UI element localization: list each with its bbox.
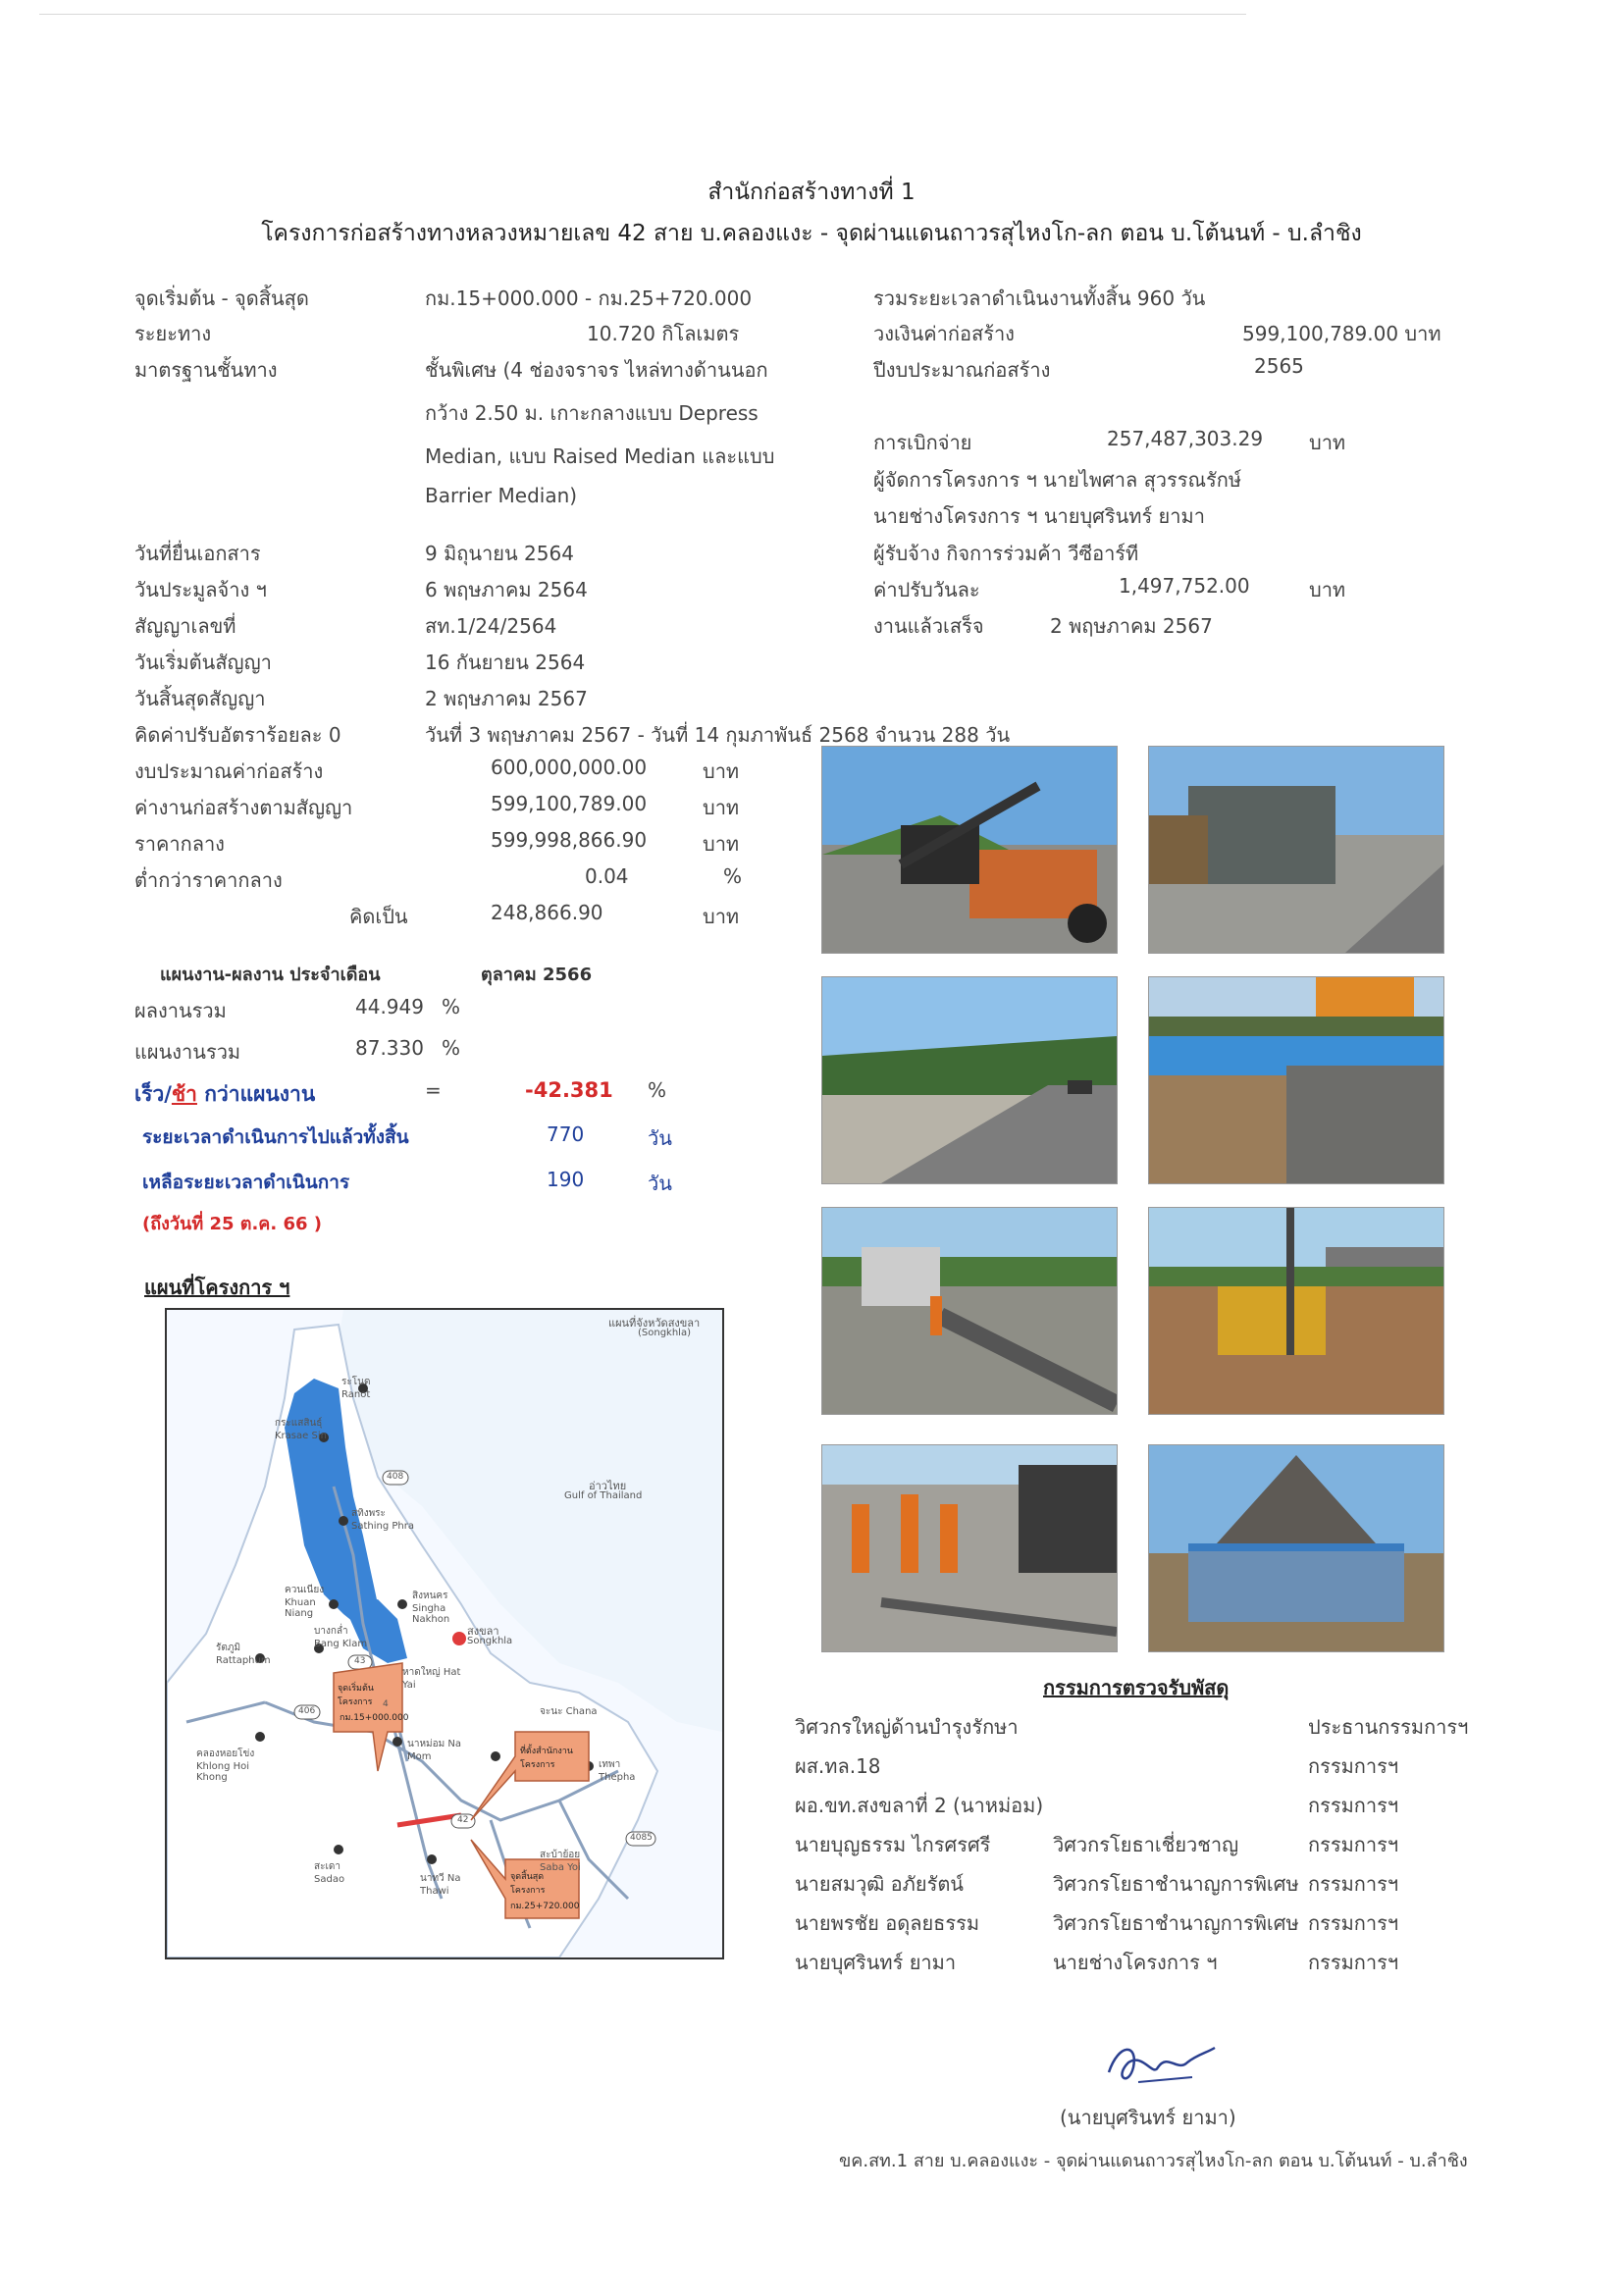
budget-value: 600,000,000.00 <box>491 756 648 779</box>
committee-member-name: ผส.ทล.18 <box>795 1754 881 1778</box>
committee-member-name: นายบุศรินทร์ ยามา <box>795 1951 957 1974</box>
remaining-value: 190 <box>547 1168 585 1191</box>
penalty-rate-label: คิดค่าปรับอัตราร้อยละ 0 <box>134 723 341 747</box>
contract-end-value: 2 พฤษภาคม 2567 <box>425 687 588 710</box>
elapsed-label: ระยะเวลาดำเนินการไปแล้วทั้งสิ้น <box>142 1126 409 1148</box>
duration-text: รวมระยะเวลาดำเนินงานทั้งสิ้น 960 วัน <box>873 287 1206 310</box>
actual-value: 44.949 <box>355 995 424 1018</box>
equals-label: คิดเป็น <box>349 905 408 928</box>
diff-percent-sign: % <box>648 1078 667 1102</box>
project-title: โครงการก่อสร้างทางหลวงหมายเลข 42 สาย บ.คลองแงะ - จุดผ่านแดนถาวรสุไหงโก-ลก ตอน บ.โต้นนท์ - บ.ลำชิง <box>261 221 1362 246</box>
unit-baht: บาท <box>703 759 740 783</box>
standard-label: มาตรฐานชั้นทาง <box>134 358 278 382</box>
route-4085: 4085 <box>630 1833 653 1843</box>
disbursement-value: 257,487,303.29 <box>1107 427 1264 450</box>
map-graphic <box>167 1310 722 1957</box>
manager-text: ผู้จัดการโครงการ ฯ นายไพศาล สุวรรณรักษ์ <box>873 468 1242 492</box>
project-map <box>165 1308 724 1959</box>
construction-photo-piling <box>1148 1207 1444 1415</box>
construction-photo-workers <box>821 1444 1118 1652</box>
contract-no-label: สัญญาเลขที่ <box>134 614 236 638</box>
contract-start-label: วันเริ่มต้นสัญญา <box>134 651 272 674</box>
start-end-value: กม.15+000.000 - กม.25+720.000 <box>425 287 753 310</box>
photo-bridge-graphic <box>1149 977 1443 1183</box>
plan-label: แผนงานรวม <box>134 1040 241 1064</box>
committee-member-role: กรรมการฯ <box>1308 1754 1399 1778</box>
office-callout: ที่ตั้งสำนักงานโครงการ <box>520 1747 573 1770</box>
actual-label: ผลงานรวม <box>134 999 227 1022</box>
contract-no-value: สท.1/24/2564 <box>425 614 557 638</box>
photo-concrete-graphic <box>822 1208 1117 1414</box>
route-4: 4 <box>383 1699 389 1709</box>
committee-heading: กรรมการตรวจรับพัสดุ <box>1043 1676 1230 1699</box>
place-sathing-phra: สทิงพระ Sathing Phra <box>351 1508 414 1532</box>
place-thepha: เทพา Thepha <box>599 1759 636 1783</box>
committee-member-position: วิศวกรโยธาเชี่ยวชาญ <box>1053 1833 1239 1856</box>
committee-member-role: กรรมการฯ <box>1308 1872 1399 1896</box>
place-khlong-hoi-khong: คลองหอยโข่ง Khlong Hoi Khong <box>196 1748 255 1783</box>
contract-cost-value: 599,100,789.00 <box>491 792 648 815</box>
signature-name: (นายบุศรินทร์ ยามา) <box>1060 2106 1236 2129</box>
committee-member-role: ประธานกรรมการฯ <box>1308 1715 1469 1739</box>
standard-line: กว้าง 2.50 ม. เกาะกลางแบบ Depress <box>425 401 759 425</box>
committee-member-role: กรรมการฯ <box>1308 1911 1399 1935</box>
start-km: กม.15+000.000 <box>340 1713 409 1723</box>
construction-photo-bridge <box>1148 976 1444 1184</box>
construction-photo-building <box>1148 1444 1444 1652</box>
progress-month: ตุลาคม 2566 <box>481 965 593 985</box>
route-406: 406 <box>298 1706 316 1716</box>
completed-value: 2 พฤษภาคม 2567 <box>1050 614 1213 638</box>
contract-cost-label: ค่างานก่อสร้างตามสัญญา <box>134 796 353 819</box>
daily-penalty-value: 1,497,752.00 <box>1119 574 1250 598</box>
remaining-label: เหลือระยะเวลาดำเนินการ <box>142 1172 350 1193</box>
standard-line: Barrier Median) <box>425 484 578 507</box>
committee-member-name: นายบุญธรรม ไกรศรศรี <box>795 1833 991 1856</box>
photo-road-graphic <box>822 977 1117 1183</box>
submit-value: 9 มิถุนายน 2564 <box>425 542 574 565</box>
right-budget-value: 599,100,789.00 บาท <box>1242 322 1441 345</box>
auction-label: วันประมูลจ้าง ฯ <box>134 578 267 601</box>
right-budget-label: วงเงินค่าก่อสร้าง <box>873 322 1015 345</box>
place-krasae-sin: กระแสสินธุ์ Krasae Sin <box>275 1418 327 1441</box>
distance-label: ระยะทาง <box>134 322 212 345</box>
place-na-mom: นาหม่อม Na Mom <box>407 1739 462 1762</box>
committee-member-position: วิศวกรโยธาชำนาญการพิเศษ <box>1053 1911 1299 1935</box>
gulf-en: Gulf of Thailand <box>564 1490 643 1501</box>
standard-line: ชั้นพิเศษ (4 ช่องจราจร ไหล่ทางด้านนอก <box>425 358 768 382</box>
contract-start-value: 16 กันยายน 2564 <box>425 651 586 674</box>
footer-text: ขค.สท.1 สาย บ.คลองแงะ - จุดผ่านแดนถาวรสุไหงโก-ลก ตอน บ.โต้นนท์ - บ.ลำชิง <box>839 2151 1468 2171</box>
construction-photo-paving <box>1148 746 1444 954</box>
submit-label: วันที่ยื่นเอกสาร <box>134 542 261 565</box>
progress-heading: แผนงาน-ผลงาน ประจำเดือน <box>160 965 381 985</box>
start-callout: จุดเริ่มต้นโครงการ <box>338 1684 374 1707</box>
committee-member-name: นายพรชัย อดุลยธรรม <box>795 1911 980 1935</box>
top-rule <box>39 14 1246 15</box>
below-median-label: ต่ำกว่าราคากลาง <box>134 868 283 892</box>
place-bang-klam: บางกล่ำ Bang Klam <box>314 1626 368 1649</box>
map-heading: แผนที่โครงการ ฯ <box>144 1276 290 1299</box>
equals-value: 248,866.90 <box>491 901 603 924</box>
songkhla-marker <box>452 1632 466 1645</box>
committee-member-role: กรรมการฯ <box>1308 1794 1399 1817</box>
median-price-value: 599,998,866.90 <box>491 828 648 852</box>
place-na-thawi: นาทวี Na Thawi <box>420 1873 461 1897</box>
plan-value: 87.330 <box>355 1036 424 1060</box>
photo-paving-graphic <box>1149 747 1443 953</box>
place-hat-yai: หาดใหญ่ Hat Yai <box>402 1667 461 1691</box>
photo-workers-graphic <box>822 1445 1117 1651</box>
median-price-label: ราคากลาง <box>134 832 225 856</box>
unit-baht: บาท <box>703 832 740 856</box>
route-42: 42 <box>457 1815 469 1825</box>
songkhla-th: สงขลา <box>467 1625 499 1638</box>
below-median-value: 0.04 <box>585 864 629 888</box>
standard-line: Median, แบบ Raised Median และแบบ <box>425 444 775 468</box>
contractor-text: ผู้รับจ้าง กิจการร่วมค้า วีซีอาร์ที <box>873 542 1139 565</box>
route-43: 43 <box>354 1656 366 1666</box>
slow-label: ช้า <box>171 1082 197 1106</box>
daily-penalty-unit: บาท <box>1309 578 1346 601</box>
office-title: สำนักก่อสร้างทางที่ 1 <box>707 180 916 205</box>
photo-piling-graphic <box>1149 1208 1443 1414</box>
signature-scribble <box>1099 2033 1217 2092</box>
committee-member-name: ผอ.ขท.สงขลาที่ 2 (นาหม่อม) <box>795 1794 1044 1817</box>
construction-photo-milling <box>821 746 1118 954</box>
place-saba-yoi: สะบ้าย้อย Saba Yoi <box>540 1850 581 1873</box>
disbursement-label: การเบิกจ่าย <box>873 431 972 454</box>
place-sadao: สะเดา Sadao <box>314 1861 345 1885</box>
photo-building-graphic <box>1149 1445 1443 1651</box>
unit-baht: บาท <box>703 796 740 819</box>
committee-member-name: วิศวกรใหญ่ด้านบำรุงรักษา <box>795 1715 1019 1739</box>
elapsed-value: 770 <box>547 1122 585 1146</box>
committee-member-role: กรรมการฯ <box>1308 1833 1399 1856</box>
unit-percent: % <box>723 864 743 888</box>
auction-value: 6 พฤษภาคม 2564 <box>425 578 588 601</box>
contract-end-label: วันสิ้นสุดสัญญา <box>134 687 266 710</box>
committee-member-name: นายสมวุฒิ อภัยรัตน์ <box>795 1872 964 1896</box>
remaining-unit: วัน <box>648 1172 672 1195</box>
place-chana: จะนะ Chana <box>540 1706 598 1717</box>
fiscal-value: 2565 <box>1254 354 1304 378</box>
photo-milling-graphic <box>822 747 1117 953</box>
distance-value: 10.720 กิโลเมตร <box>587 322 740 345</box>
start-end-label: จุดเริ่มต้น - จุดสิ้นสุด <box>134 287 309 310</box>
vs-plan-label: กว่าแผนงาน <box>196 1082 316 1106</box>
committee-member-position: นายช่างโครงการ ฯ <box>1053 1951 1218 1974</box>
committee-member-role: กรรมการฯ <box>1308 1951 1399 1974</box>
place-rattaphum: รัตภูมิ Rattaphum <box>216 1643 271 1666</box>
route-408: 408 <box>387 1472 404 1482</box>
construction-photo-concrete <box>821 1207 1118 1415</box>
as-of-date: (ถึงวันที่ 25 ต.ค. 66 ) <box>142 1214 322 1234</box>
penalty-rate-value: วันที่ 3 พฤษภาคม 2567 - วันที่ 14 กุมภาพันธ์ 2568 จำนวน 288 วัน <box>425 723 1011 747</box>
unit-baht: บาท <box>703 905 740 928</box>
fiscal-label: ปีงบประมาณก่อสร้าง <box>873 358 1051 382</box>
diff-value: -42.381 <box>525 1078 613 1102</box>
committee-member-position: วิศวกรโยธาชำนาญการพิเศษ <box>1053 1872 1299 1896</box>
speed-label <box>134 1078 315 1111</box>
budget-label: งบประมาณค่าก่อสร้าง <box>134 759 324 783</box>
plan-percent-sign: % <box>442 1036 461 1060</box>
equals-sign: = <box>425 1078 442 1102</box>
gulf-th: อ่าวไทย <box>589 1480 627 1492</box>
elapsed-unit: วัน <box>648 1126 672 1150</box>
actual-percent-sign: % <box>442 995 461 1018</box>
end-callout: จุดสิ้นสุดโครงการ <box>510 1872 546 1896</box>
daily-penalty-label: ค่าปรับวันละ <box>873 578 980 601</box>
end-km: กม.25+720.000 <box>510 1902 580 1911</box>
place-singha-nakhon: สิงหนคร Singha Nakhon <box>412 1591 450 1625</box>
map-title-en: (Songkhla) <box>638 1328 691 1338</box>
place-ranot: ระโนด Ranot <box>341 1377 371 1400</box>
construction-photo-road <box>821 976 1118 1184</box>
engineer-text: นายช่างโครงการ ฯ นายบุศรินทร์ ยามา <box>873 504 1205 528</box>
songkhla-en: Songkhla <box>467 1636 513 1646</box>
disbursement-unit: บาท <box>1309 431 1346 454</box>
completed-label: งานแล้วเสร็จ <box>873 614 984 638</box>
fast-label: เร็ว/ <box>134 1082 172 1106</box>
place-khuan-niang: ควนเนียง Khuan Niang <box>285 1585 325 1619</box>
map-title-th: แผนที่จังหวัดสงขลา <box>608 1317 701 1330</box>
